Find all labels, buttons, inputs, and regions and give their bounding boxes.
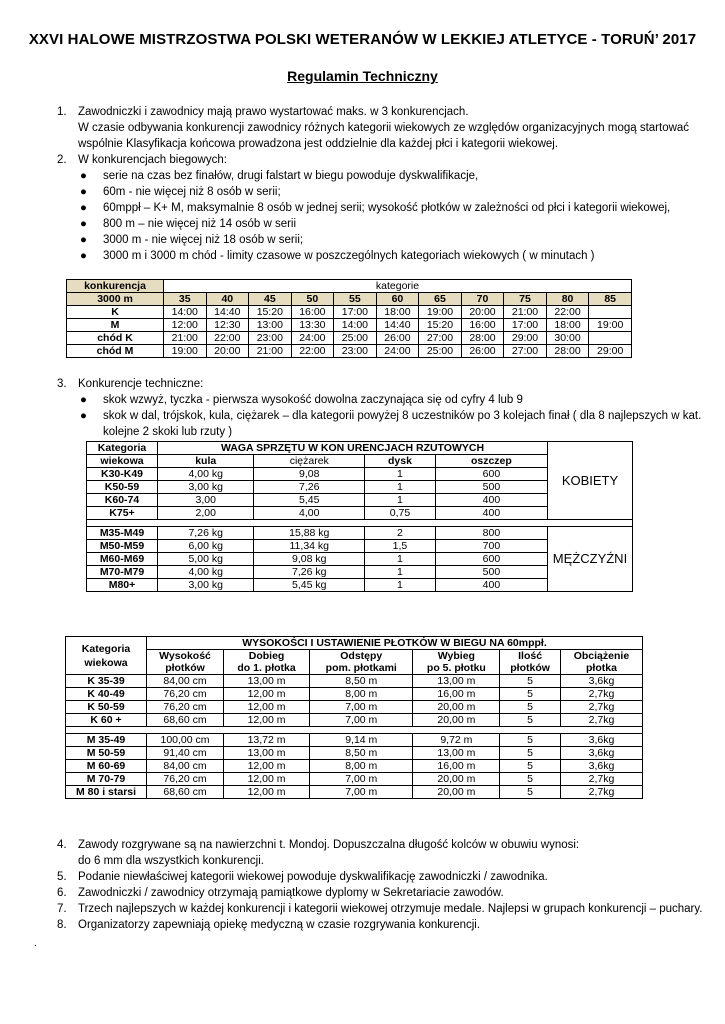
- bullet-icon: ●: [80, 202, 87, 214]
- table-row: M60-M69 5,00 kg 9,08 kg 1 600: [87, 553, 633, 566]
- weights-title: WAGA SPRZĘTU W KON URENCJACH RZUTOWYCH: [158, 442, 548, 455]
- hurdles-table: Kategoria wiekowa WYSOKOŚCI I USTAWIENIE PŁOTKÓW W BIEGU NA 60mppł. Wysokość płotków Dobieg do 1. płotka Odstępy pom. płotkami Wybieg po 5. płotku Ilość płotków Obciążenie płotka K 35-39 84,00 cm 13,00 m 8,50 m 13,00 m 5 3,6kg K 40-49 76,20 cm 12,00 m 8,00 m 16,00 m 5 2,7kg K 50-59 76,20 cm 12,00 m 7,00 m 20,00 m 5 2,7kg K 60 + 68,60 cm 12,00 m 7,00 m 20,00 m 5 2,7kg M 35-49 100,00 cm 13,72 m 9,14 m 9,72 m 5 3,6kg M 50-59 91,40 cm 13,00 m 8,50 m 13,00 m 5 3,6kg M 60-69 84,00 cm 12,00 m 8,00 m 16,00 m 5 3,6kg M 70-79 76,20 cm 12,00 m 7,00 m 20,00 m 5 2,7kg M 80 i starsi 68,60 cm 12,00 m 7,00 m 20,00 m 5 2,7kg: [65, 636, 643, 799]
- table-row: K60-74 3,00 5,45 1 400: [87, 494, 633, 507]
- table-row: M 50-59 91,40 cm 13,00 m 8,50 m 13,00 m 5 3,6kg: [66, 747, 643, 760]
- limits-header-event: konkurencja: [67, 280, 164, 293]
- rules-section-1: [0, 104, 725, 264]
- table-row: K50-59 3,00 kg 7,26 1 500: [87, 481, 633, 494]
- table-row: K30-K49 4,00 kg 9,08 1 600: [87, 468, 633, 481]
- table-row: chód K 21:00 22:00 23:00 24:00 25:00 26:00 27:00 28:00 29:00 30:00: [67, 332, 632, 345]
- hurdles-category-header: Kategoria wiekowa: [66, 637, 147, 675]
- table-row: M 35-49 100,00 cm 13,72 m 9,14 m 9,72 m 5 3,6kg: [66, 734, 643, 747]
- bullet-item: ● skok w dal, trójskok, kula, ciężarek – dla kategorii powyżej 8 uczestników po 3 kolejach finał ( dla 8 najlepszych w kat.: [80, 410, 702, 422]
- table-row: M 80 i starsi 68,60 cm 12,00 m 7,00 m 20,00 m 5 2,7kg: [66, 786, 643, 799]
- bullet-icon: ●: [80, 410, 87, 422]
- rules-section-4-8: [0, 837, 725, 933]
- bullet-icon: ●: [80, 234, 87, 246]
- table-row: M35-M49 7,26 kg 15,88 kg 2 800 MĘŻCZYŹNI: [87, 527, 633, 540]
- table-row: M70-M79 4,00 kg 7,26 kg 1 500: [87, 566, 633, 579]
- table-row: K 60 + 68,60 cm 12,00 m 7,00 m 20,00 m 5 2,7kg: [66, 714, 643, 727]
- table-row: M 60-69 84,00 cm 12,00 m 8,00 m 16,00 m 5 3,6kg: [66, 760, 643, 773]
- table-row: M50-M59 6,00 kg 11,34 kg 1,5 700: [87, 540, 633, 553]
- bullet-icon: ●: [80, 186, 87, 198]
- footer-dot: .: [34, 938, 37, 949]
- rule-2: 2. W konkurencjach biegowych:: [57, 154, 227, 166]
- table-row: K 14:00 14:40 15:20 16:00 17:00 18:00 19:00 20:00 21:00 22:00: [67, 306, 632, 319]
- rule-3: 3. Konkurencje techniczne:: [57, 378, 204, 390]
- table-row: K75+ 2,00 4,00 0,75 400: [87, 507, 633, 520]
- table-row: M 70-79 76,20 cm 12,00 m 7,00 m 20,00 m 5 2,7kg: [66, 773, 643, 786]
- table-row: K 50-59 76,20 cm 12,00 m 7,00 m 20,00 m 5 2,7kg: [66, 701, 643, 714]
- bullet-icon: ●: [80, 250, 87, 262]
- bullet-continuation: kolejne 2 skoki lub rzuty ): [103, 426, 233, 438]
- bullet-item: ● 3000 m i 3000 m chód - limity czasowe w poszczególnych kategoriach wiekowych ( w minutach ): [80, 250, 595, 262]
- weights-table: Kategoria WAGA SPRZĘTU W KON URENCJACH RZUTOWYCH KOBIETY wiekowa kula ciężarek dysk oszczep K30-K49 4,00 kg 9,08 1 600 K50-59 3,00 kg 7,26 1 500 K60-74 3,00 5,45 1 400 K75+ 2,00 4,00 0,75 400 M35-M49 7,26 kg 15,88 kg 2 800 MĘŻCZYŹNI M50-M59 6,00 kg 11,34 kg 1,5 700 M60-M69 5,00 kg 9,08 kg 1 600 M70-M79 4,00 kg 7,26 kg 1 500 M80+ 3,00 kg 5,45 kg 1 400: [86, 441, 633, 592]
- rule-1: 1. Zawodniczki i zawodnicy mają prawo wystartować maks. w 3 konkurencjach. W czasie odbywania konkurencji zawodnicy różnych kategorii wiekowych ze względów organizacyjnych mogą startować wspólnie Klasyfikacja końcowa prowadzona jest oddzielnie dla każdej płci i kategorii wiekowej.: [57, 106, 690, 150]
- table-row: M80+ 3,00 kg 5,45 kg 1 400: [87, 579, 633, 592]
- women-label: KOBIETY: [548, 442, 633, 520]
- weights-category-header: Kategoria: [87, 442, 158, 455]
- bullet-item: ● 60mppł – K+ M, maksymalnie 8 osób w jednej serii; wysokość płotków w zależności od płci i kategorii wiekowej,: [80, 202, 671, 214]
- bullet-item: ● skok wzwyż, tyczka - pierwsza wysokość dowolna zaczynająca się od cyfry 4 lub 9: [80, 394, 523, 406]
- rule-4: 4. Zawody rozgrywane są na nawierzchni t. Mondoj. Dopuszczalna długość kolców w obuwiu wynosi: do 6 mm dla wszystkich konkurencji.: [57, 839, 580, 867]
- table-row: K 40-49 76,20 cm 12,00 m 8,00 m 16,00 m 5 2,7kg: [66, 688, 643, 701]
- bullet-item: ● serie na czas bez finałów, drugi falstart w biegu powoduje dyskwalifikacje,: [80, 170, 479, 182]
- bullet-item: ● 800 m – nie więcej niż 14 osób w serii: [80, 218, 297, 230]
- rule-8: 8. Organizatorzy zapewniają opiekę medyczną w czasie rozgrywania konkurencji.: [57, 919, 481, 931]
- men-label: MĘŻCZYŹNI: [548, 527, 633, 592]
- document-title: XXVI HALOWE MISTRZOSTWA POLSKI WETERANÓW W LEKKIEJ ATLETYCE - TORUŃ’ 2017: [28, 31, 697, 48]
- time-limits-table: [66, 279, 632, 358]
- limits-header-categories: kategorie: [164, 280, 632, 293]
- document-subtitle: Regulamin Techniczny: [287, 68, 438, 84]
- rule-7: 7. Trzech najlepszych w każdej konkurencji i kategorii wiekowej otrzymuje medale. Najlepsi w grupach konkurencji – puchary.: [57, 903, 703, 915]
- table-row: M 12:00 12:30 13:00 13:30 14:00 14:40 15:20 16:00 17:00 18:00 19:00: [67, 319, 632, 332]
- rule-5: 5. Podanie niewłaściwej kategorii wiekowej powoduje dyskwalifikację zawodniczki / zawodnika.: [57, 871, 548, 883]
- bullet-icon: ●: [80, 394, 87, 406]
- table-row: K 35-39 84,00 cm 13,00 m 8,50 m 13,00 m 5 3,6kg: [66, 675, 643, 688]
- bullet-item: ● 60m - nie więcej niż 8 osób w serii;: [80, 186, 281, 198]
- rule-6: 6. Zawodniczki / zawodnicy otrzymają pamiątkowe dyplomy w Sekretariacie zawodów.: [57, 887, 504, 899]
- bullet-icon: ●: [80, 218, 87, 230]
- hurdles-title: WYSOKOŚCI I USTAWIENIE PŁOTKÓW W BIEGU NA 60mppł.: [147, 637, 643, 650]
- table-row: chód M 19:00 20:00 21:00 22:00 23:00 24:00 25:00 26:00 27:00 28:00 29:00: [67, 345, 632, 358]
- limits-category-row: 3000 m 35 40 45 50 55 60 65 70 75 80 85: [67, 293, 632, 306]
- bullet-icon: ●: [80, 170, 87, 182]
- rules-section-3: [0, 376, 725, 440]
- bullet-item: ● 3000 m - nie więcej niż 18 osób w serii;: [80, 234, 304, 246]
